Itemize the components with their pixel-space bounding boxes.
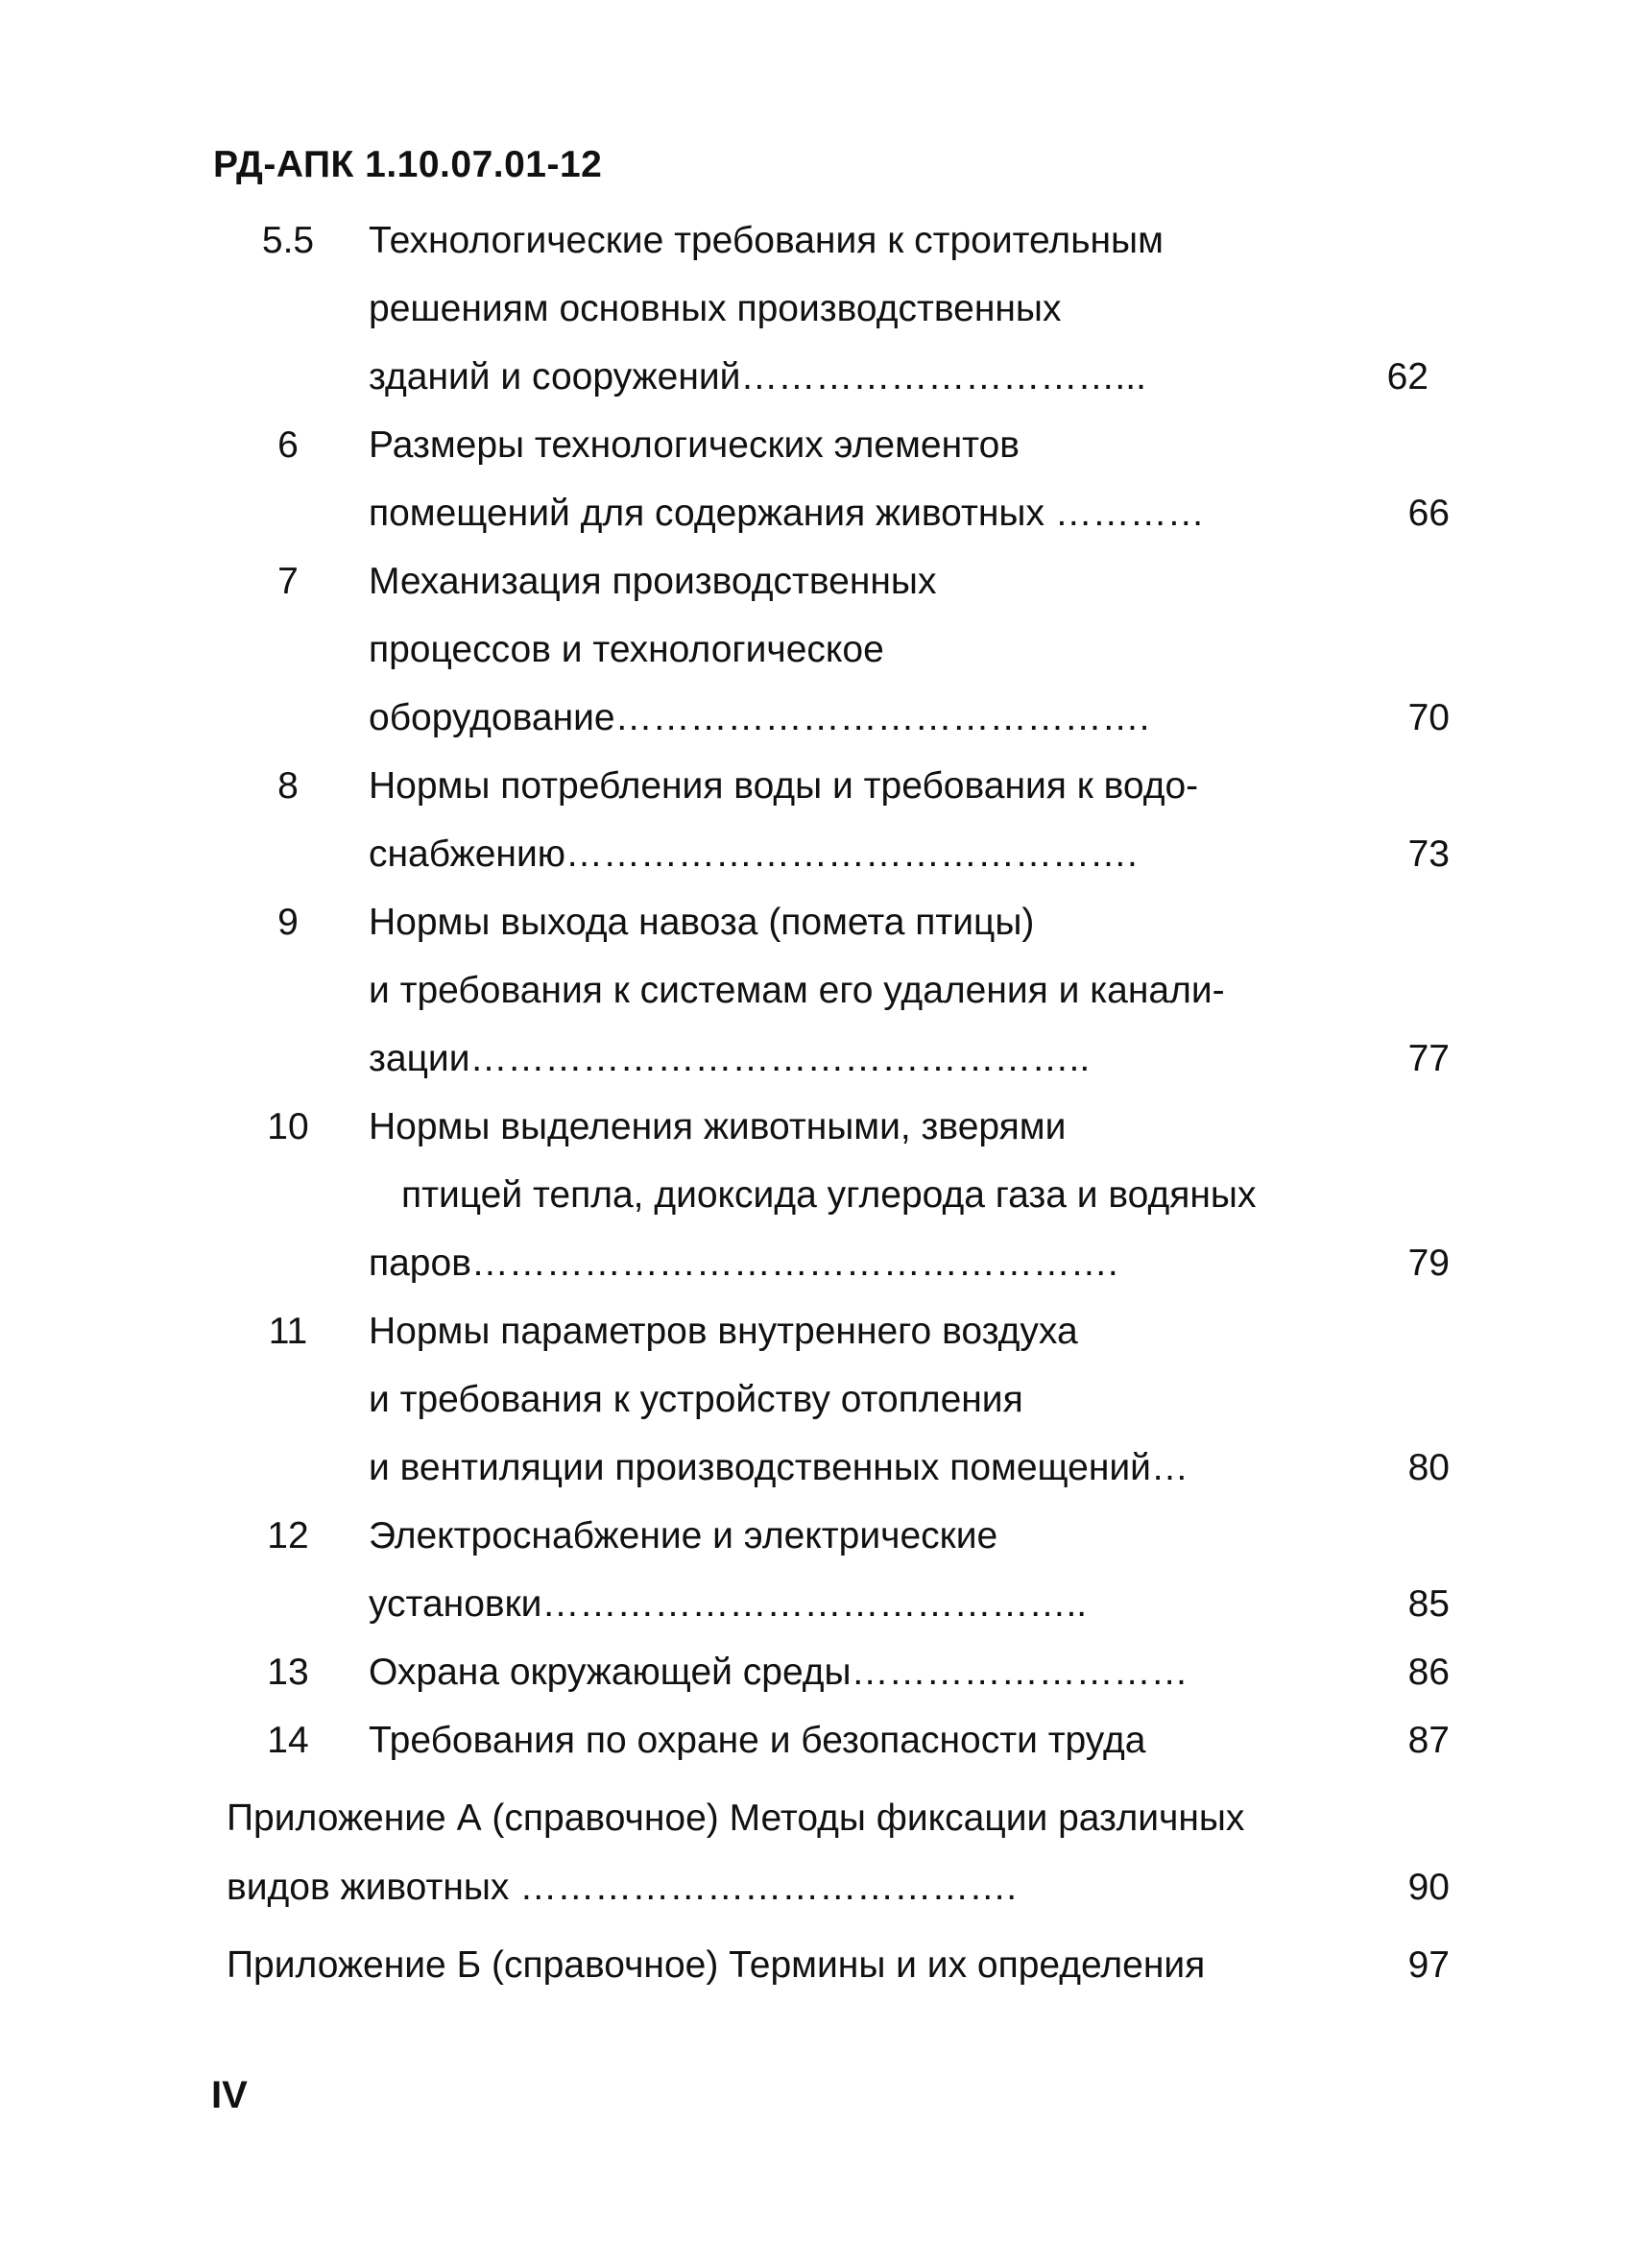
toc-title-line: Нормы потребления воды и требования к водо- <box>369 765 1199 807</box>
toc-title-line: оборудование……………………………………. <box>369 697 1150 738</box>
toc-title-line: Нормы выделения животными, зверями <box>369 1106 1067 1147</box>
toc-number: 12 <box>267 1515 309 1556</box>
toc-title-line: зации………………………………………….. <box>369 1038 1091 1079</box>
toc-number: 10 <box>267 1106 309 1147</box>
toc-number: 6 <box>277 424 299 466</box>
toc-title-line: помещений для содержания животных ………… <box>369 493 1205 534</box>
toc-page-number: 66 <box>1407 493 1450 534</box>
toc-number: 7 <box>277 561 299 602</box>
toc-title-line: и требования к устройству отопления <box>369 1379 1023 1420</box>
toc-title-line: Размеры технологических элементов <box>369 424 1020 466</box>
toc-number: 13 <box>267 1652 309 1693</box>
toc-title-line: и вентиляции производственных помещений… <box>369 1447 1189 1488</box>
toc-title-line: птицей тепла, диоксида углерода газа и водяных <box>401 1174 1257 1216</box>
toc-title-line: Приложение А (справочное) Методы фиксации различных <box>227 1798 1245 1839</box>
toc-number: 11 <box>268 1311 308 1352</box>
document-code-header: РД-АПК 1.10.07.01-12 <box>213 144 603 185</box>
toc-title-line: зданий и сооружений…………………………... <box>369 356 1146 398</box>
toc-title-line: Требования по охране и безопасности труда <box>369 1720 1146 1761</box>
toc-number: 5.5 <box>261 220 315 261</box>
toc-title-line: процессов и технологическое <box>369 629 884 670</box>
toc-page-number: 73 <box>1407 833 1450 875</box>
toc-title-line: Технологические требования к строительным <box>369 220 1164 261</box>
toc-title-line: Механизация производственных <box>369 561 937 602</box>
toc-title-line: Электроснабжение и электрические <box>369 1515 998 1556</box>
toc-page-number: 80 <box>1407 1447 1450 1488</box>
toc-title-line: установки…………………………………….. <box>369 1583 1088 1625</box>
toc-page-number: 87 <box>1407 1720 1450 1761</box>
toc-page-number: 86 <box>1407 1652 1450 1693</box>
toc-title-line: снабжению………………………………………. <box>369 833 1138 875</box>
toc-page-number: 85 <box>1407 1583 1450 1625</box>
toc-page-number: 70 <box>1407 697 1450 738</box>
toc-number: 9 <box>277 902 299 943</box>
toc-page-number: 77 <box>1407 1038 1450 1079</box>
toc-page-number: 79 <box>1407 1243 1450 1284</box>
toc-title-line: и требования к системам его удаления и канали- <box>369 970 1225 1011</box>
toc-page-number: 97 <box>1407 1944 1450 1986</box>
toc-number: 14 <box>267 1720 309 1761</box>
toc-number: 8 <box>277 765 299 807</box>
toc-page-number: 62 <box>1386 356 1429 398</box>
toc-title-line: Нормы параметров внутреннего воздуха <box>369 1311 1078 1352</box>
roman-page-number: IV <box>211 2074 248 2116</box>
toc-title-line: решениям основных производственных <box>369 288 1062 329</box>
toc-page-number: 90 <box>1407 1867 1450 1908</box>
toc-title-line: паров……………………………………………. <box>369 1243 1118 1284</box>
toc-title-line: Нормы выхода навоза (помета птицы) <box>369 902 1035 943</box>
toc-title-line: Охрана окружающей среды……………………… <box>369 1652 1189 1693</box>
toc-title-line: Приложение Б (справочное) Термины и их определения <box>227 1944 1206 1986</box>
toc-title-line: видов животных …………………………………. <box>227 1867 1018 1908</box>
